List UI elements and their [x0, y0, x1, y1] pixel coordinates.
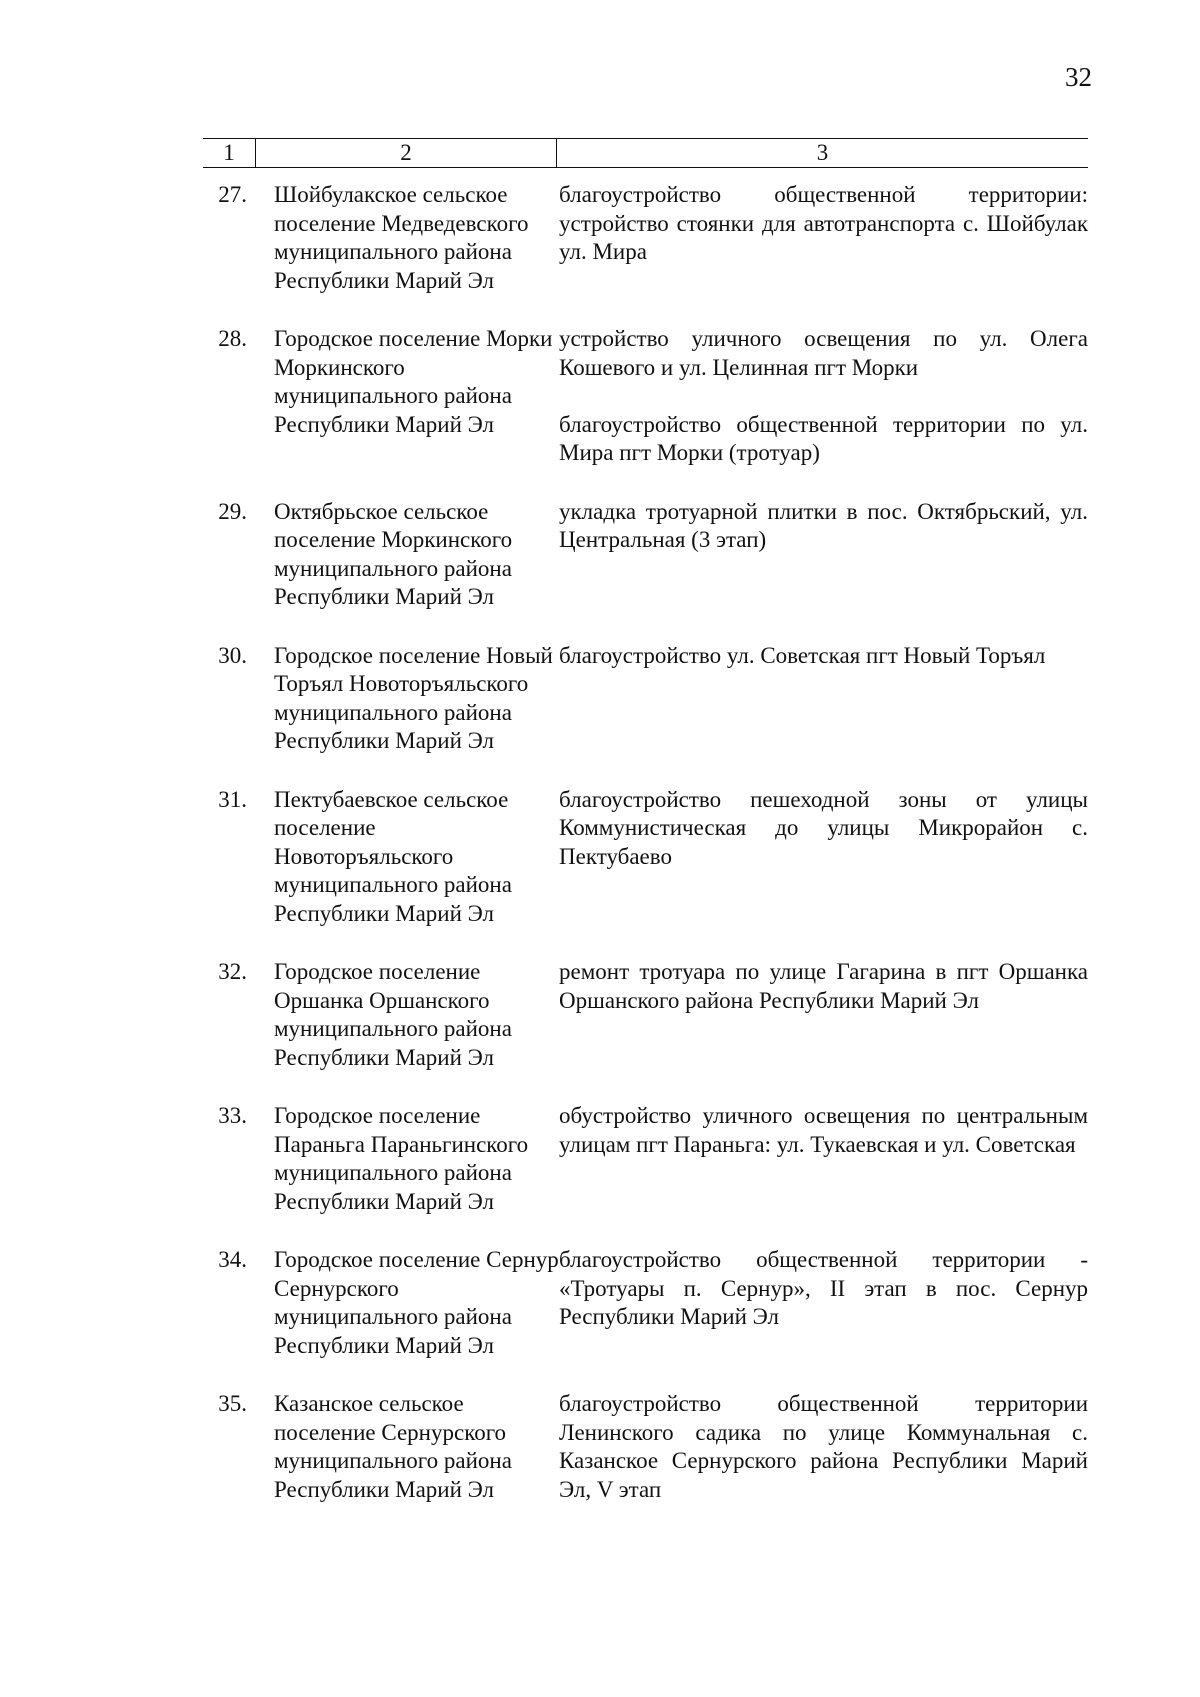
row-number: 30. [218, 642, 247, 668]
row-number: 27. [218, 182, 247, 207]
row-number: 31. [218, 786, 247, 812]
project-description [559, 1390, 1088, 1504]
description-paragraph: благоустройство общественной территории Ленинского садика по улице Коммунальная с. Казанское Сернурского района Республики Марий Эл, V этап [559, 1391, 1088, 1502]
table-row [203, 498, 1088, 612]
table-row [203, 958, 1088, 1072]
table-row [203, 642, 1088, 756]
table-row [203, 181, 1088, 295]
row-number: 33. [218, 1103, 247, 1128]
table-row [203, 1102, 1088, 1216]
row-number: 29. [218, 498, 247, 524]
project-description [559, 958, 1088, 1072]
description-paragraph: ремонт тротуара по улице Гагарина в пгт Оршанка Оршанского района Республики Марий Эл [559, 959, 1088, 1013]
settlement-name: Пектубаевское сельское поселение Новоторъяльского муниципального района Республики Марий Эл [274, 786, 512, 926]
document-table [203, 138, 1088, 1504]
settlement-name: Казанское сельское поселение Сернурского муниципального района Республики Марий Эл [274, 1391, 512, 1502]
row-number: 32. [218, 959, 247, 984]
table-row [203, 1246, 1088, 1360]
project-description [559, 325, 1088, 468]
table-body [203, 181, 1088, 1504]
description-paragraph: благоустройство общественной территории: устройство стоянки для автотранспорта с. Шойбулак ул. Мира [559, 182, 1088, 264]
settlement-name: Городское поселение Параньга Параньгинского муниципального района Республики Марий Эл [274, 1103, 529, 1214]
description-paragraph: благоустройство пешеходной зоны от улицы Коммунистическая до улицы Микрорайон с. Пектубаево [559, 786, 1088, 869]
project-description [559, 1102, 1088, 1216]
row-number: 34. [218, 1247, 247, 1272]
settlement-name: Городское поселение Морки Моркинского муниципального района Республики Марий Эл [274, 326, 553, 437]
page-number: 32 [1065, 62, 1092, 92]
description-paragraph: благоустройство общественной территории - «Тротуары п. Сернур», II этап в пос. Сернур Республики Марий Эл [559, 1247, 1088, 1329]
description-paragraph: благоустройство общественной территории по ул. Мира пгт Морки (тротуар) [559, 411, 1088, 465]
settlement-name: Городское поселение Оршанка Оршанского муниципального района Республики Марий Эл [274, 959, 512, 1070]
row-number: 35. [218, 1391, 247, 1416]
description-paragraph: укладка тротуарной плитки в пос. Октябрьский, ул. Центральная (3 этап) [559, 498, 1088, 552]
settlement-name: Городское поселение Новый Торъял Новоторъяльского муниципального района Республики Марий Эл [274, 642, 553, 753]
header-col-3: 3 [816, 140, 829, 165]
description-paragraph: благоустройство ул. Советская пгт Новый Торъял [559, 642, 1046, 668]
settlement-name: Шойбулакское сельское поселение Медведевского муниципального района Республики Марий Эл [274, 182, 529, 293]
project-description [559, 498, 1088, 612]
table-row [203, 325, 1088, 468]
settlement-name: Городское поселение Сернур Сернурского муниципального района Республики Марий Эл [274, 1247, 559, 1358]
table-row [203, 1390, 1088, 1504]
description-paragraph: устройство уличного освещения по ул. Олега Кошевого и ул. Целинная пгт Морки [559, 326, 1088, 380]
project-description [559, 786, 1088, 929]
table-row [203, 786, 1088, 929]
project-description [559, 181, 1088, 295]
project-description [559, 1246, 1088, 1360]
header-col-2: 2 [256, 139, 557, 167]
description-paragraph: обустройство уличного освещения по центральным улицам пгт Параньга: ул. Тукаевская и ул. Советская [559, 1103, 1088, 1157]
project-description [559, 642, 1088, 756]
row-number: 28. [218, 326, 247, 351]
settlement-name: Октябрьское сельское поселение Моркинского муниципального района Республики Марий Эл [274, 498, 513, 609]
header-col-1: 1 [203, 139, 256, 167]
table-header [203, 138, 1088, 168]
